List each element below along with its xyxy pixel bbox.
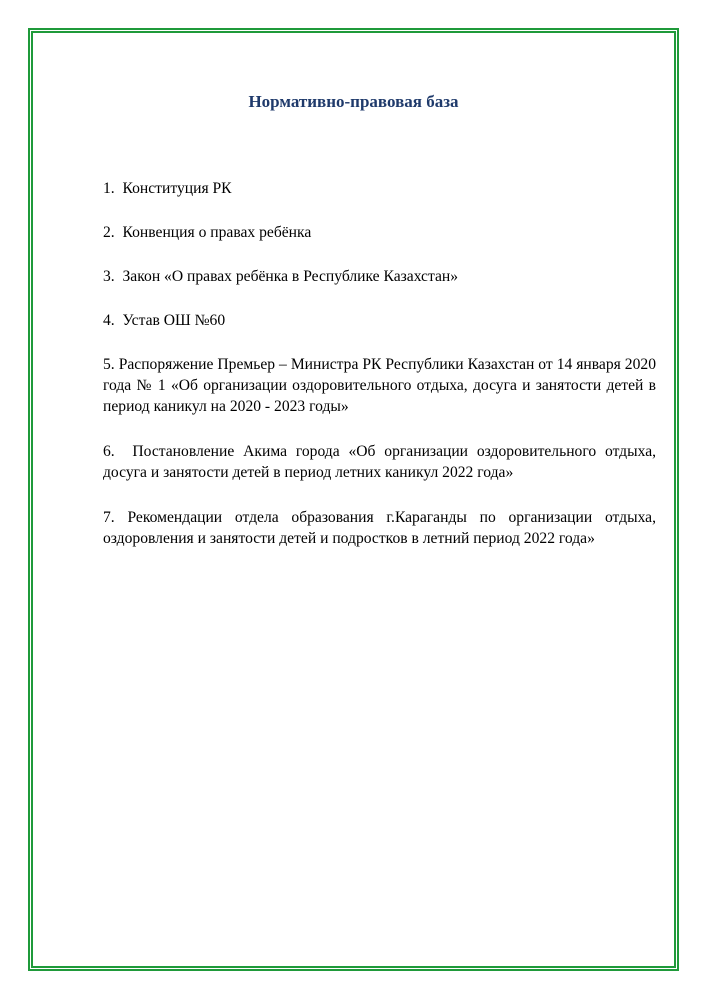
list-item-text: Постановление Акима города «Об организации оздоровительного отдыха, досуга и занятости детей в период летних каникул 2022 года» [103,443,657,481]
list-item [103,354,656,417]
list-item [103,266,656,287]
list-item-text: Закон «О правах ребёнка в Республике Казахстан» [122,268,459,285]
list-item-number: 6. [103,443,115,460]
list-item-text: Устав ОШ №60 [122,312,226,329]
list-item [103,441,656,483]
list-item-number: 1. [103,180,115,197]
list-item [103,507,656,549]
list-item-number: 3. [103,268,115,285]
list-item-text: Рекомендации отдела образования г.Караганды по организации отдыха, оздоровления и занятости детей и подростков в летний период 2022 года» [103,509,656,547]
list-item [103,222,656,243]
list-item-number: 5. [103,356,115,373]
list-item-number: 4. [103,312,115,329]
list-item [103,310,656,331]
list-item-text: Распоряжение Премьер – Министра РК Республики Казахстан от 14 января 2020 года № 1 «Об организации оздоровительного отдыха, досуга и занятости детей в период каникул на 2020 - 2023 годы» [103,356,656,415]
list-item-text: Конституция РК [122,180,232,197]
list-item-text: Конвенция о правах ребёнка [122,224,312,241]
list-item-number: 2. [103,224,115,241]
list-item [103,178,656,199]
page-title: Нормативно-правовая база [248,92,459,111]
list-item-number: 7. [103,509,115,526]
document-list [103,178,656,573]
